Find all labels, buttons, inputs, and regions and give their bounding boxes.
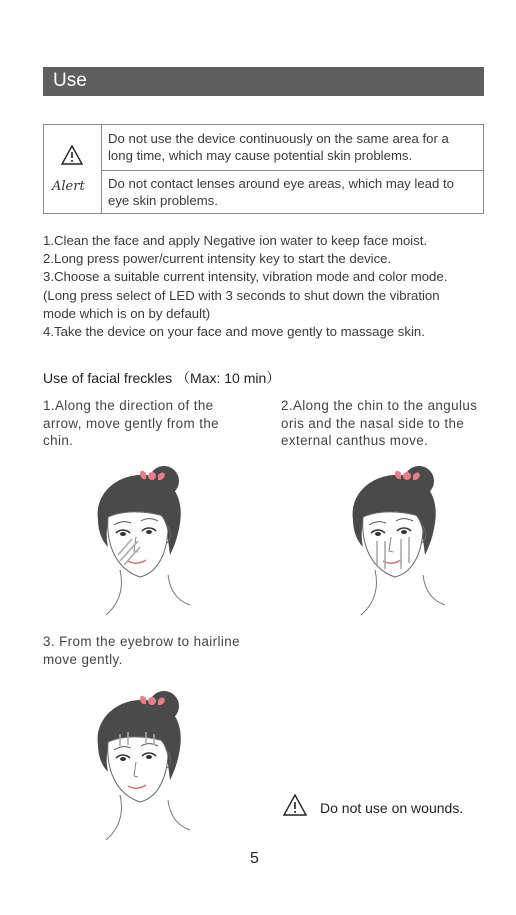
freckles-caption-1: 1.Along the direction of the arrow, move gently from the chin. <box>43 398 220 448</box>
step-line: 4.Take the device on your face and move gently to massage skin. <box>43 324 425 340</box>
warning-triangle-icon <box>283 794 307 816</box>
alert-table <box>43 124 484 214</box>
alert-label-cell <box>44 125 102 213</box>
section-title: Use <box>53 70 87 91</box>
alert-row: Do not contact lenses around eye areas, which may lead to eye skin problems. <box>108 176 455 208</box>
usage-steps <box>43 232 493 341</box>
face-illustration-3 <box>80 690 195 840</box>
step-line: 3.Choose a suitable current intensity, vibration mode and color mode. <box>43 269 448 285</box>
step-line: 1.Clean the face and apply Negative ion water to keep face moist. <box>43 233 428 248</box>
face-illustration-1 <box>80 465 195 615</box>
section-header-bar <box>43 67 484 96</box>
freckles-caption-2: 2.Along the chin to the angulus oris and the nasal side to the external canthus move. <box>281 398 478 448</box>
freckles-heading: Use of facial freckles （Max: 10 min） <box>43 370 281 386</box>
wound-warning <box>283 793 493 823</box>
alert-row: Do not use the device continuously on the same area for a long time, which may cause potential skin problems. <box>102 127 483 171</box>
step-line: mode which is on by default) <box>43 305 211 321</box>
step-line: 2.Long press power/current intensity key to start the device. <box>43 251 392 267</box>
step-line: (Long press select of LED with 3 seconds to shut down the vibration <box>43 287 440 303</box>
wound-warning-text: Do not use on wounds. <box>320 800 464 816</box>
page-number: 5 <box>250 850 259 867</box>
freckles-caption-3: 3. From the eyebrow to hairline move gently. <box>43 634 240 667</box>
alert-label: Alert <box>52 179 85 194</box>
warning-triangle-icon <box>61 145 83 165</box>
face-illustration-2 <box>335 465 450 615</box>
